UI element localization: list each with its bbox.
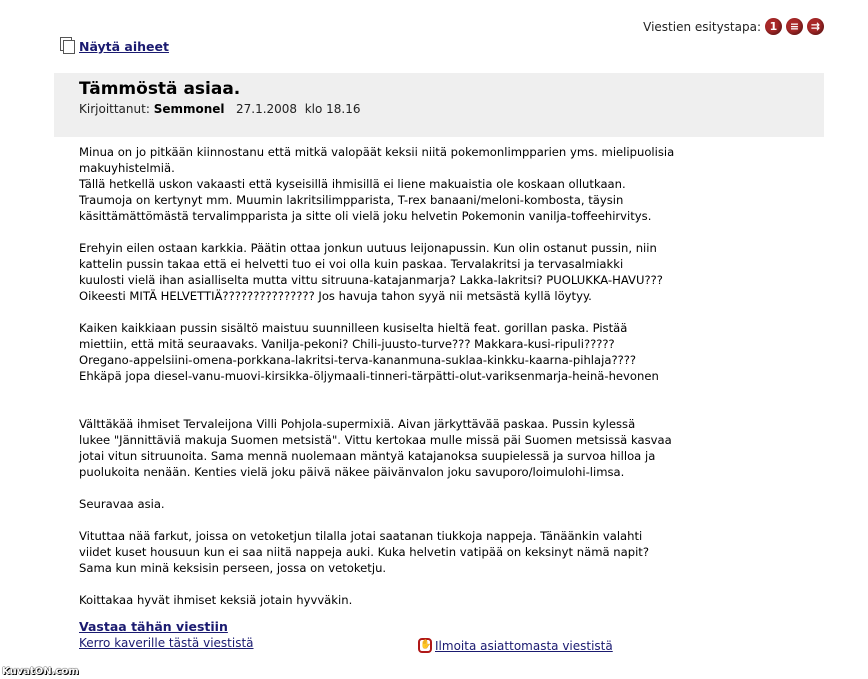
post-date: 27.1.2008 (235, 102, 298, 116)
post-body (79, 144, 674, 624)
reply-link[interactable]: Vastaa tähän viestiin (79, 619, 228, 634)
text-line: Välttäkää ihmiset Tervaleijona Villi Pohjola-supermixiä. Aivan järkyttävää paskaa. Pussin kylessä (79, 417, 636, 431)
text-line: kattelin pussin takaa että ei helvetti tuo ei voi olla kuin paskaa. Tervalakritsi ja tervasalmiakki (79, 257, 624, 271)
report-post (418, 638, 613, 653)
tell-friend-link[interactable]: Kerro kaverille tästä viestistä (79, 636, 254, 650)
text-line: miettiin, että mitä seuraavaks. Vanilja-pekoni? Chili-juusto-turve??? Makkara-kusi-ripuli????? (79, 337, 615, 351)
author-label: Kirjoittanut: (79, 102, 150, 116)
paragraph (79, 496, 674, 512)
paragraph (79, 528, 674, 576)
paragraph (79, 416, 674, 480)
text-line: Ehkäpä jopa diesel-vanu-muovi-kirsikka-öljymaali-tinneri-tärpätti-olut-variksenmarja-heinä-hevonen (79, 369, 659, 383)
text-line: Kaiken kaikkiaan pussin sisältö maistuu suunnilleen kusiselta hieltä feat. gorillan paska. Pistää (79, 321, 628, 335)
report-link[interactable]: Ilmoita asiattomasta viestistä (435, 638, 613, 653)
threaded-view-icon[interactable]: ⇉ (807, 18, 824, 35)
text-line: makuyhistelmiä. (79, 161, 175, 175)
text-line: Seuravaa asia. (79, 497, 165, 511)
text-line: Traumoja on kertynyt mm. Muumin lakritsilimpparista, T-rex banaani/meloni-kombosta, täysin (79, 193, 624, 207)
author-name: Semmonel (153, 102, 225, 116)
text-line: Minua on jo pitkään kiinnostanu että mitkä valopäät keksii niitä pokemonlimpparien yms. mielipuolisia (79, 145, 675, 159)
post-title: Tämmöstä asiaa. (79, 79, 241, 99)
view-mode-label: Viestien esitystapa: (643, 19, 761, 34)
post-time: klo 18.16 (304, 102, 361, 116)
paragraph (79, 320, 674, 400)
documents-icon (63, 40, 75, 54)
paragraph (79, 144, 674, 224)
text-line: Oikeesti MITÄ HELVETTIÄ??????????????? Jos havuja tahon syyä nii metsästä kyllä löytyy. (79, 289, 592, 303)
text-line: viidet kuset housuun kun ei saa niitä nappeja auki. Kuka helvetin vatipää on keksinyt nämä napit? (79, 545, 650, 559)
watermark: KuvatON.com (2, 666, 79, 677)
text-line: Erehyin eilen ostaan karkkia. Päätin ottaa jonkun uutuus leijonapussin. Kun olin ostanut pussin, niin (79, 241, 657, 255)
view-mode-selector (643, 18, 824, 35)
paragraph (79, 592, 674, 608)
text-line: Vituttaa nää farkut, joissa on vetoketjun tilalla jotai saatanan tiukkoja nappeja. Tänäänkin valahti (79, 529, 643, 543)
text-line: puolukoita nenään. Kenties vielä joku päivä näkee päivänvalon joku savuporo/loimulohi-limsa. (79, 465, 625, 479)
show-topics-link[interactable]: Näytä aiheet (79, 39, 169, 54)
paragraph (79, 240, 674, 304)
text-line: kuulosti vielä ihan asialliselta mutta vittu sitruuna-katajanmarja? Lakka-lakritsi? PUOLUKKA-HAVU??? (79, 273, 663, 287)
single-view-icon[interactable]: 1 (765, 18, 782, 35)
text-line: Koittakaa hyvät ihmiset keksiä jotain hyvväkin. (79, 593, 353, 607)
text-line: jotai vitun sitruunoita. Sama mennä nuolemaan mäntyä katajanoksa suupielessä ja survoa hilloa ja (79, 449, 656, 463)
post-meta (79, 102, 361, 116)
stop-hand-icon: ✋ (418, 638, 432, 653)
text-line: lukee "Jännittäviä makuja Suomen metsistä". Vittu kertokaa mulle missä päi Suomen metsissä kasvaa (79, 433, 672, 447)
show-topics (60, 39, 169, 54)
text-line: Sama kun minä keksisin perseen, jossa on vetoketju. (79, 561, 387, 575)
text-line: käsittämättömästä tervalimpparista ja sitte oli vielä joku helvetin Pokemonin vanilja-toffeehirvitys. (79, 209, 652, 223)
text-line: Oregano-appelsiini-omena-porkkana-lakritsi-terva-kananmuna-suklaa-kinkku-kaarna-pihlaja???? (79, 353, 637, 367)
text-line (79, 384, 674, 400)
flat-view-icon[interactable]: ≡ (786, 18, 803, 35)
text-line: Tällä hetkellä uskon vakaasti että kyseisillä ihmisillä ei liene makuaistia ole koskaan ollutkaan. (79, 177, 626, 191)
